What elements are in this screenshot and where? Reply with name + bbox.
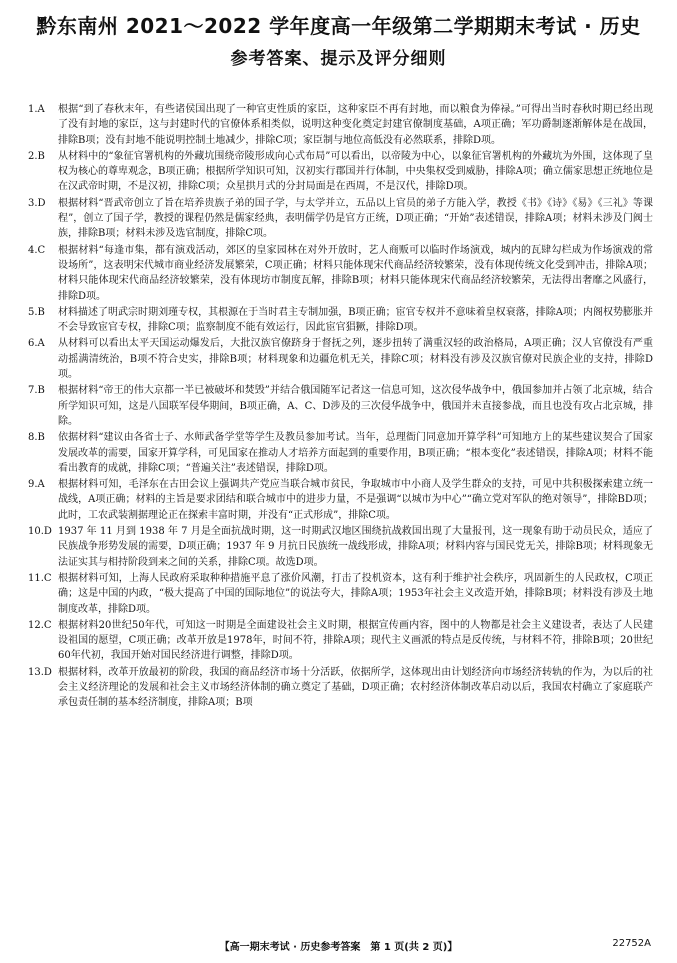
answer-list xyxy=(28,102,653,712)
answer-number: 4.C xyxy=(28,244,46,256)
page-footer xyxy=(0,938,677,954)
answer-explanation: 1937 年 11 月到 1938 年 7 月是全面抗战时期，这一时期武汉地区围绕抗战救国出现了大量报刊，这一现象有助于动员民众，适应了民族战争形势发展的需要，D项正确；1937 年 9 月抗日民族统一战线形成，排除A项；材料内容与国民党无关，排除B项；材料现象无法证实其与相持阶段到来之间的关系，排除C项。故选D项。 xyxy=(58,526,653,568)
answer-explanation: 从材料中的“象征官署机构的外藏坑围绕帝陵形成向心式布局”可以看出，以帝陵为中心，以象征官署机构的外藏坑为外围，这体现了皇权为核心的尊卑观念，B项正确；根据所学知识可知，汉初实行郡国并行体制，中央集权受到威胁，排除A项；确立儒家思想正统地位是在汉武帝时期，不是汉初，排除C项；众星拱月式的分封局面是在西周，不是汉代，排除D项。 xyxy=(58,150,653,193)
answer-number: 12.C xyxy=(28,619,52,631)
answer-number: 7.B xyxy=(28,385,45,397)
answer-explanation: 根据材料“晋武帝创立了旨在培养贵族子弟的国子学，与太学并立，五品以上官员的弟子方能入学，教授《书》《诗》《易》《三礼》等课程”，创立了国子学，教授的课程仍然是儒家经典，表明儒学仍是官方正统，D项正确；“开始”表述错误，排除A项；材料未涉及门阀士族，排除B项；材料未涉及选官制度，排除C项。 xyxy=(58,197,653,240)
answer-number: 13.D xyxy=(28,666,52,678)
answer-item-13 xyxy=(28,665,653,711)
answer-explanation: 从材料可以看出太平天国运动爆发后，大批汉族官僚跻身于督抚之列，逐步扭转了满重汉轻的政治格局，A项正确；汉人官僚没有严重动摇满清统治，B项不符合史实，排除B项；材料现象和边疆危机无关，排除C项；材料没有涉及汉族官僚对民族企业的支持，排除D项。 xyxy=(58,338,653,381)
answer-explanation: 根据材料20世纪50年代，可知这一时期是全面建设社会主义时期，根据宣传画内容，图中的人物都是社会主义建设者，表达了人民建设祖国的愿望，C项正确；改革开放是1978年，时间不符，排除A项；现代主义画派的特点是反传统，与材料不符，排除B项；20世纪60年代初，我国开始对国民经济进行调整，排除D项。 xyxy=(58,619,653,662)
answer-item-10 xyxy=(28,524,653,570)
answer-explanation: 根据材料可知，上海人民政府采取种种措施平息了涨价风潮，打击了投机资本，这有利于维护社会秩序，巩固新生的人民政权，C项正确；这是中国的内政，“极大提高了中国的国际地位”的说法夸大，排除A项；1953年社会主义改造开始，排除B项；材料没有涉及土地制度改革，排除D项。 xyxy=(58,572,653,615)
answer-number: 5.B xyxy=(28,306,45,318)
answer-explanation: 根据材料可知，毛泽东在古田会议上强调共产党应当联合城市贫民，争取城市中小商人及学生群众的支持，可见中共积极探索建立统一战线，A项正确；材料的主旨是要求团结和联合城市中的进步力量，不是强调“以城市为中心”“确立党对军队的绝对领导”，排除BD项；此时，工农武装割据理论正在探索丰富时期，并没有“正式形成”，排除C项。 xyxy=(58,479,653,521)
footer-page-info: 【高一期末考试 · 历史参考答案 第 1 页(共 2 页)】 xyxy=(219,942,458,953)
answer-explanation: 依据材料“建议由各省士子、水师武备学堂等学生及教员参加考试。当年，总理衙门同意加开算学科”可知地方上的某些建议契合了国家发展改革的需要，国家开算学科，可见国家在推动人才培养方面起到的重要作用，B项正确；“根本变化”表述错误，排除A项；材料不能看出教育的成就，排除C项；“普遍关注”表述错误，排除D项。 xyxy=(58,432,653,474)
answer-number: 6.A xyxy=(28,338,45,350)
answer-explanation: 材料描述了明武宗时期刘瑾专权，其根源在于当时君主专制加强，B项正确；宦官专权并不意味着皇权衰落，排除A项；内阁权势膨胀并不会导致宦官专权，排除C项；监察制度不能有效运行，因此宦官猖獗，排除D项。 xyxy=(58,306,653,334)
answer-explanation: 根据材料“帝王的伟大京都一半已被破坏和焚毁”并结合俄国随军记者这一信息可知，这次侵华战争中，俄国参加并占领了北京城，结合所学知识可知，这是八国联军侵华期间，B项正确，A、C、D涉及的三次侵华战争中，俄国并未直接参战，而且也没有攻占北京城，排除。 xyxy=(58,385,653,427)
answer-explanation: 根据“到了春秋末年，有些诸侯国出现了一种官吏性质的家臣，这种家臣不再有封地，而以粮食为俸禄。”可得出当时春秋时期已经出现了没有封地的家臣，这与封建时代的官僚体系相类似，说明这种变化奠定封建官僚制度基础，A项正确；军功爵制逐渐解体是在战国，排除B项；没有封地不能说明控制土地减少，排除C项；家臣制与地位高低没有必然联系，排除D项。 xyxy=(58,104,653,146)
answer-item-2 xyxy=(28,149,653,195)
answer-number: 3.D xyxy=(28,197,46,209)
answer-explanation: 根据材料，改革开放最初的阶段，我国的商品经济市场十分活跃，依据所学，这体现出由计划经济向市场经济转轨的作为，为以后的社会主义经济理论的发展和社会主义市场经济体制的确立奠定了基础，D项正确；农村经济体制改革启动以后，我国农村确立了家庭联产承包责任制的基本经济制度，排除A项；B项 xyxy=(58,666,653,709)
answer-item-11 xyxy=(28,571,653,617)
answer-item-5 xyxy=(28,305,653,336)
answer-item-1 xyxy=(28,102,653,148)
answer-explanation: 根据材料“每逢市集，都有演戏活动，郊区的皇家园林在对外开放时，艺人商贩可以临时作场演戏，城内的瓦肆勾栏成为作场演戏的常设场所”，这表明宋代城市商业经济发展繁荣，C项正确；材料只能体现宋代商品经济较繁荣，没有体现传统文化受到冲击，排除A项；材料只能体现宋代商品经济较繁荣，没有体现坊市制度瓦解，排除B项；材料只能体现宋代商品经济较繁荣，无法得出奢靡之风盛行，排除D项。 xyxy=(58,244,653,302)
answer-item-8 xyxy=(28,430,653,476)
answer-number: 8.B xyxy=(28,432,45,444)
answer-item-3 xyxy=(28,196,653,242)
answer-number: 11.C xyxy=(28,572,52,584)
answer-item-4 xyxy=(28,243,653,304)
answer-item-6 xyxy=(28,336,653,382)
page-title: 黔东南州 2021～2022 学年度高一年级第二学期期末考试 · 历史 xyxy=(36,14,641,38)
answer-item-12 xyxy=(28,618,653,664)
answer-item-9 xyxy=(28,477,653,523)
answer-number: 2.B xyxy=(28,150,45,162)
footer-exam-code: 22752A xyxy=(612,938,651,949)
page-subtitle: 参考答案、提示及评分细则 xyxy=(230,49,447,69)
answer-number: 1.A xyxy=(28,104,45,115)
answer-item-7 xyxy=(28,383,653,429)
answer-number: 9.A xyxy=(28,479,45,491)
answer-number: 10.D xyxy=(28,526,52,538)
